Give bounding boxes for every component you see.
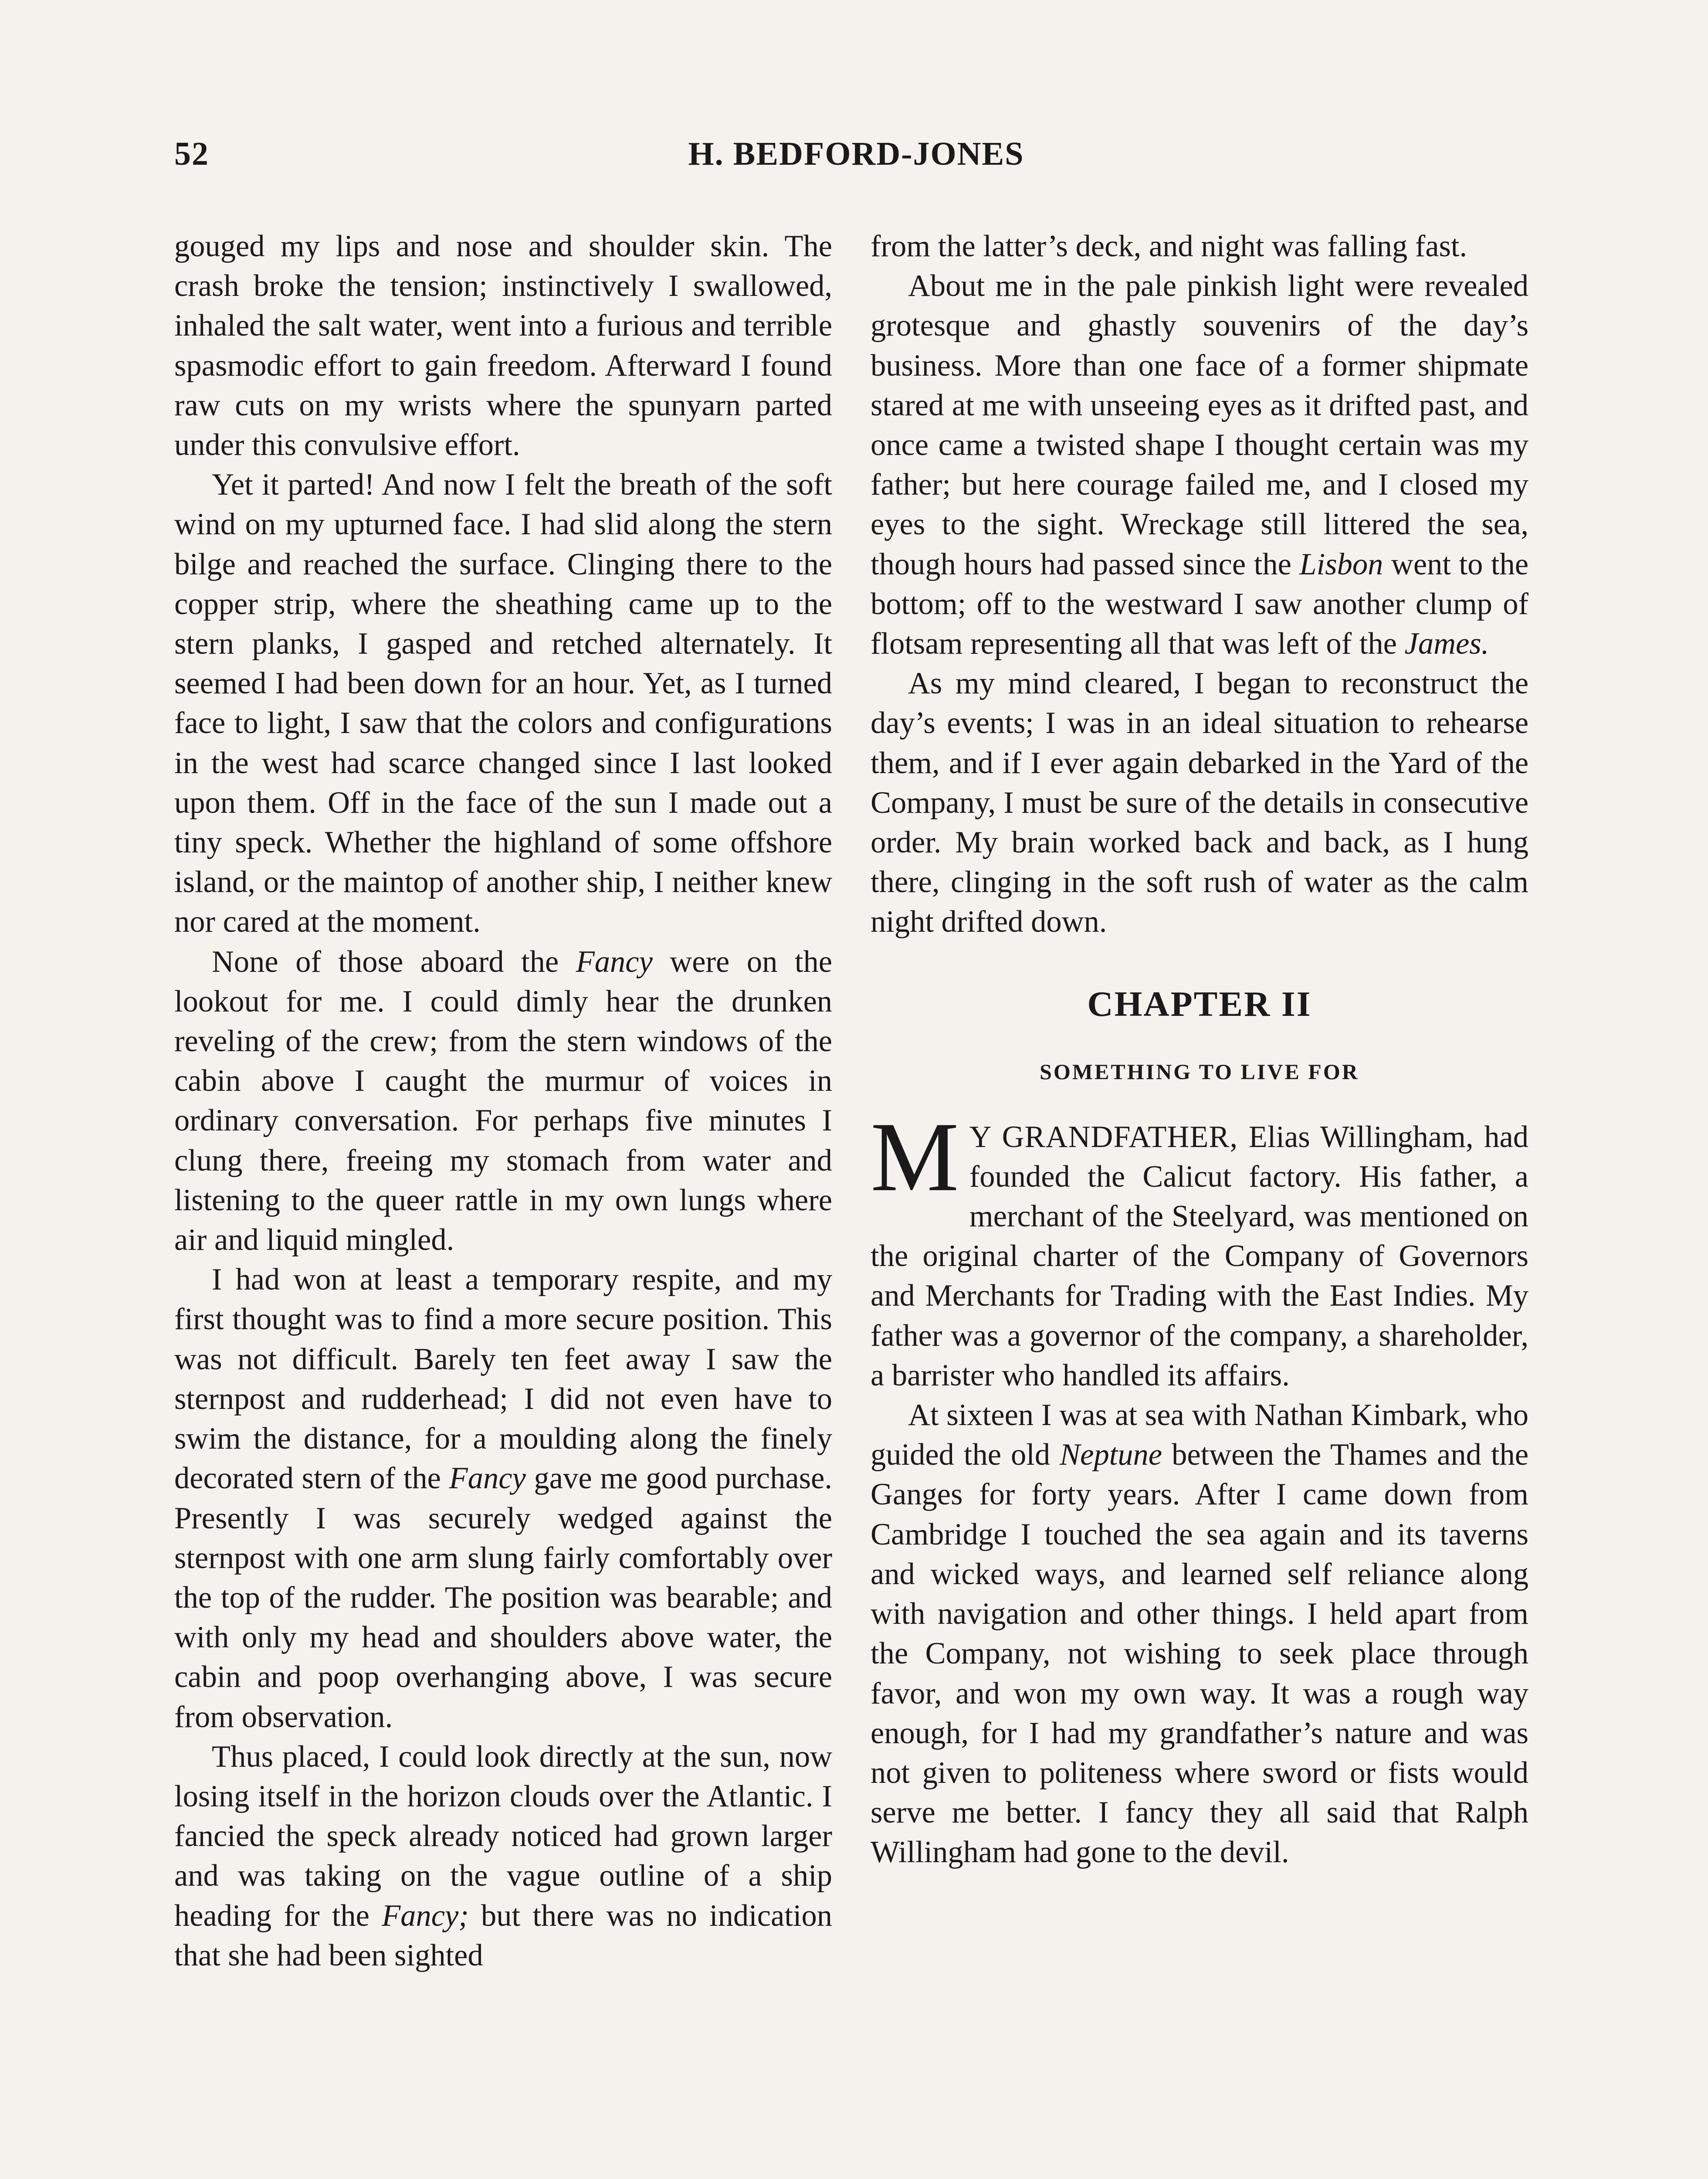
paragraph: gouged my lips and nose and shoulder skin. The crash broke the tension; instinctively I swallowed, inhaled the salt water, went into a furious and terrible spasmodic effort to gain freedom. Afterward I found raw cuts on my wrists where the spunyarn parted under this convulsive effort. <box>174 229 832 462</box>
paragraph <box>871 266 1528 664</box>
text-run: were on the lookout for me. I could dimly hear the drunken reveling of the crew; from the stern windows of the cabin above I caught the murmur of voices in ordinary conversation. For perhaps five minutes I clung there, freeing my stomach from water and listening to the queer rattle in my own lungs where air and liquid mingled. <box>174 944 832 1257</box>
text-run: None of those aboard the <box>212 944 576 979</box>
chapter-heading: CHAPTER II <box>1087 984 1312 1024</box>
ship-name: Fancy; <box>382 1898 469 1933</box>
paragraph <box>174 942 832 1260</box>
ship-name: Neptune <box>1060 1438 1162 1472</box>
paragraph <box>174 1737 832 1975</box>
text-run: between the Thames and the Ganges for forty years. After I came down from Cambridge I touched the sea again and its taverns and wicked ways, and learned self reliance along with navigation and other things. I held apart from the Company, not wishing to seek place through favor, and won my own way. It was a rough way enough, for I had my grandfather’s nature and was not given to politeness where sword or fists would serve me better. I fancy they all said that Ralph Willingham had gone to the devil. <box>871 1438 1528 1870</box>
paragraph <box>174 1260 832 1737</box>
text-run: Elias Willingham, had founded the Calicut factory. His father, a merchant of the Steelyard, was mentioned on the original charter of the Company of Governors and Merchants for Trading with the East Indies. My father was a governor of the company, a shareholder, a barrister who handled its affairs. <box>871 1120 1528 1392</box>
opening-caps: Y GRANDFATHER, <box>969 1120 1238 1154</box>
right-column <box>871 227 1528 1873</box>
text-run: but there was no indication that she had been sighted <box>174 1898 832 1972</box>
chapter-opening-paragraph <box>871 1102 1528 1395</box>
left-column <box>174 227 832 1975</box>
ship-name: James. <box>1404 627 1489 661</box>
ship-name: Fancy <box>576 944 653 979</box>
paragraph <box>871 1395 1528 1872</box>
paragraph: Yet it parted! And now I felt the breath of the soft wind on my upturned face. I had slid along the stern bilge and reached the surface. Clinging there to the copper strip, where the sheathing came up to the stern planks, I gasped and retched alternately. It seemed I had been down for an hour. Yet, as I turned face to light, I saw that the colors and configurations in the west had scarce changed since I last looked upon them. Off in the face of the sun I made out a tiny speck. Whether the highland of some offshore island, or the maintop of another ship, I neither knew nor cared at the moment. <box>174 468 832 939</box>
text-run: At sixteen I was at sea with Nathan Kimbark, who guided the old <box>871 1398 1528 1472</box>
drop-cap: M <box>871 1102 959 1212</box>
text-run: went to the bottom; off to the westward I saw another clump of flotsam representing all that was left of the <box>871 547 1529 661</box>
ship-name: Lisbon <box>1299 547 1383 581</box>
text-run: gave me good purchase. Presently I was securely wedged against the sternpost with one arm slung fairly comfortably over the top of the rudder. The position was bearable; and with only my head and shoulders above water, the cabin and poop overhanging above, I was secure from observation. <box>174 1461 832 1734</box>
text-run: Thus placed, I could look directly at the sun, now losing itself in the horizon clouds over the Atlantic. I fancied the speck already noticed had grown larger and was taking on the vague outline of a ship heading for the <box>174 1739 832 1933</box>
paragraph: As my mind cleared, I began to reconstruct the day’s events; I was in an ideal situation to rehearse them, and if I ever again debarked in the Yard of the Company, I must be sure of the details in consecutive order. My brain worked back and back, as I hung there, clinging in the soft rush of water as the calm night drifted down. <box>871 666 1528 939</box>
chapter-subtitle: SOMETHING TO LIVE FOR <box>1040 1059 1359 1084</box>
text-run: I had won at least a temporary respite, and my first thought was to find a more secure position. This was not difficult. Barely ten feet away I saw the sternpost and rudderhead; I did not even have to swim the distance, for a moulding along the finely decorated stern of the <box>174 1263 832 1496</box>
running-head <box>174 135 1538 183</box>
paragraph: from the latter’s deck, and night was falling fast. <box>871 229 1467 263</box>
running-head-author: H. BEDFORD-JONES <box>688 136 1024 172</box>
ship-name: Fancy <box>449 1461 526 1496</box>
text-run: About me in the pale pinkish light were revealed grotesque and ghastly souvenirs of the day’s business. More than one face of a former shipmate stared at me with unseeing eyes as it drifted past, and once came a twisted shape I thought certain was my father; but here courage failed me, and I closed my eyes to the sight. Wreckage still littered the sea, though hours had passed since the <box>871 269 1528 581</box>
page-number: 52 <box>174 136 209 172</box>
